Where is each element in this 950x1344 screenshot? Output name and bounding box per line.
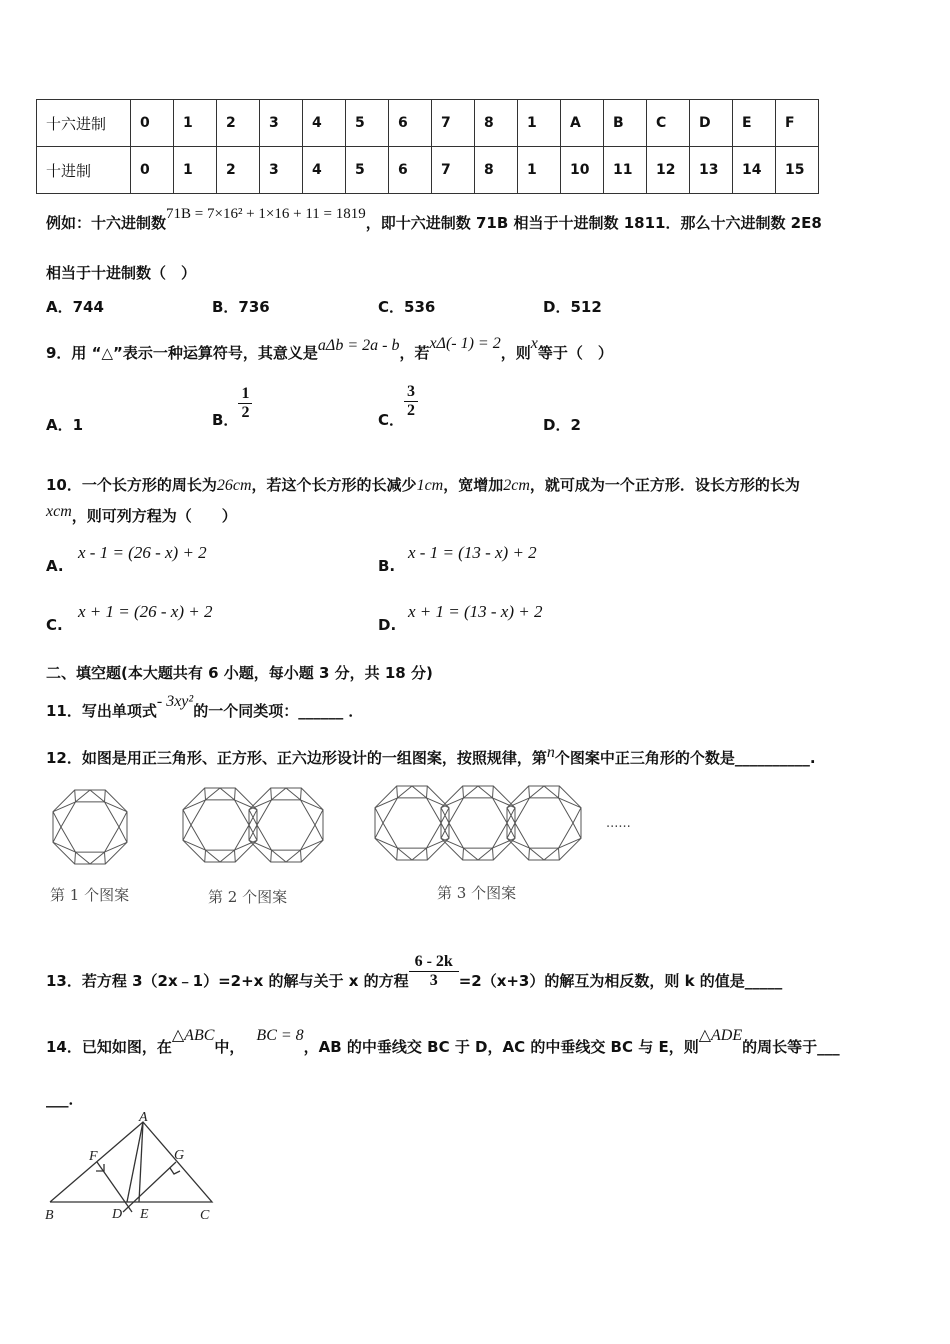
q8-option-a: A．744 [46, 298, 104, 316]
hex-decimal-table [36, 99, 819, 194]
q12-figure3-label: 第 3 个图案 [437, 884, 517, 902]
q14-tail: 的周长等于___ [742, 1038, 840, 1056]
table-cell: 10 [561, 147, 604, 194]
q11-prefix: 11．写出单项式 [46, 702, 157, 720]
q10-increase: 2cm [503, 477, 530, 494]
fraction-numerator: 1 [238, 385, 252, 404]
q10-option-d: x + 1 = (13 - x) + 2 [408, 602, 543, 621]
table-cell: 2 [217, 100, 260, 147]
q9-mid: ，若 [399, 344, 430, 362]
q8-formula: 71B = 7×16² + 1×16 + 11 = 1819 [166, 206, 366, 222]
table-cell: 12 [647, 147, 690, 194]
q10-part2: ，若这个长方形的长减少 [251, 476, 417, 494]
q9-option-c [378, 383, 418, 429]
q9-option-c-fraction [404, 383, 418, 420]
q14-triangle-abc: △ABC [171, 1027, 215, 1044]
decimal-row [37, 147, 819, 194]
q10-perimeter: 26cm [216, 477, 252, 494]
q8-line2: 相当于十进制数（ ） [46, 264, 197, 282]
q14-stem-line2: ___． [46, 1090, 84, 1108]
q10-option-a-label: A. [46, 557, 64, 575]
q9-option-c-label: C． [378, 411, 405, 429]
table-cell: A [561, 100, 604, 147]
label-c: C [200, 1208, 210, 1223]
q12-variable: n [546, 744, 555, 761]
table-cell: 8 [475, 100, 518, 147]
q14-stem-line1 [46, 1027, 840, 1057]
table-cell: 13 [690, 147, 733, 194]
q11-tail: 的一个同类项：______ ． [193, 702, 364, 720]
q10-part3: ，宽增加 [443, 476, 504, 494]
table-cell: 3 [260, 100, 303, 147]
table-cell: 14 [733, 147, 776, 194]
q13-stem [46, 953, 783, 1000]
q10-part5: ，则可列方程为（ ） [71, 507, 237, 525]
table-cell: E [733, 100, 776, 147]
table-cell: 5 [346, 100, 389, 147]
hex-row [37, 100, 819, 147]
q12-patterns-figure [40, 775, 640, 875]
label-a: A [139, 1112, 148, 1125]
fraction-denominator: 2 [241, 404, 250, 421]
q9-tail: 等于（ ） [537, 344, 613, 362]
q14-prefix: 14．已知如图，在 [46, 1038, 172, 1056]
q12-prefix: 12．如图是用正三角形、正方形、正六边形设计的一组图案，按照规律，第 [46, 749, 547, 767]
table-cell: 7 [432, 147, 475, 194]
q9-option-a: A．1 [46, 416, 84, 434]
q10-option-d-label: D. [378, 616, 397, 634]
table-cell: 11 [604, 147, 647, 194]
row-header-hex: 十六进制 [37, 100, 131, 147]
q11-stem [46, 693, 364, 721]
q12-tail: 个图案中正三角形的个数是__________. [554, 749, 816, 767]
q8-option-b: B．736 [212, 298, 270, 316]
q10-option-a: x - 1 = (26 - x) + 2 [78, 543, 207, 562]
fraction-denominator: 3 [429, 972, 438, 989]
q10-stem-line1 [46, 474, 800, 495]
table-cell: 1 [174, 100, 217, 147]
q12-ellipsis: ...... [606, 816, 631, 831]
table-cell: 2 [217, 147, 260, 194]
q9-option-b [212, 385, 252, 429]
q14-mid1: 中， [214, 1038, 245, 1056]
q8-line1 [46, 206, 822, 233]
q10-option-b: x - 1 = (13 - x) + 2 [408, 543, 537, 562]
table-cell: 8 [475, 147, 518, 194]
q8-option-c: C．536 [378, 298, 436, 316]
section-heading: 二、填空题(本大题共有 6 小题，每小题 3 分，共 18 分) [46, 664, 433, 682]
table-cell: 4 [303, 147, 346, 194]
table-cell: F [776, 100, 819, 147]
label-f: F [89, 1149, 98, 1164]
q12-figure1-label: 第 1 个图案 [50, 886, 130, 904]
q9-option-b-label: B． [212, 411, 239, 429]
table-cell: 6 [389, 100, 432, 147]
q14-triangle-ade: △ADE [698, 1027, 743, 1044]
q8-tail: ，即十六进制数 71B 相当于十进制数 1811．那么十六进制数 2E8 [365, 214, 822, 232]
q9-option-b-fraction [238, 385, 252, 422]
table-cell: B [604, 100, 647, 147]
fraction-numerator: 6 - 2k [409, 953, 459, 972]
q13-tail: =2（x+3）的解互为相反数，则 k 的值是_____ [458, 972, 783, 990]
label-b: B [45, 1208, 54, 1223]
q9-then: ，则 [500, 344, 531, 362]
table-cell: C [647, 100, 690, 147]
q9-prefix: 9．用 “△”表示一种运算符号，其意义是 [46, 344, 318, 362]
table-cell: 15 [776, 147, 819, 194]
q13-prefix: 13．若方程 3（2x﹣1）=2+x 的解与关于 x 的方程 [46, 972, 409, 990]
q9-condition: xΔ(- 1) = 2 [429, 335, 501, 352]
table-cell: D [690, 100, 733, 147]
table-cell: 6 [389, 147, 432, 194]
table-cell: 1 [518, 147, 561, 194]
q10-option-c-label: C. [46, 616, 63, 634]
row-header-decimal: 十进制 [37, 147, 131, 194]
table-cell: 1 [518, 100, 561, 147]
q14-triangle-figure [40, 1112, 230, 1228]
label-d: D [112, 1207, 123, 1222]
q11-monomial: - 3xy² [156, 693, 194, 710]
q10-part4: ，就可成为一个正方形．设长方形的长为 [529, 476, 800, 494]
q9-option-d: D．2 [543, 416, 581, 434]
table-cell: 7 [432, 100, 475, 147]
q8-option-d: D．512 [543, 298, 602, 316]
q14-bc-length: BC = 8 [256, 1027, 304, 1044]
q9-variable: x [530, 335, 538, 352]
table-cell: 4 [303, 100, 346, 147]
q10-part1: 10．一个长方形的周长为 [46, 476, 217, 494]
label-g: G [174, 1148, 185, 1163]
q12-figure2-label: 第 2 个图案 [208, 888, 288, 906]
q14-mid2: ，AB 的中垂线交 BC 于 D，AC 的中垂线交 BC 与 E，则 [303, 1038, 699, 1056]
q10-length-var: xcm [46, 503, 72, 520]
q10-decrease: 1cm [416, 477, 444, 494]
q10-option-c: x + 1 = (26 - x) + 2 [78, 602, 213, 621]
table-cell: 3 [260, 147, 303, 194]
q8-intro: 例如：十六进制数 [46, 214, 167, 232]
label-e: E [140, 1207, 149, 1222]
fraction-denominator: 2 [407, 402, 416, 419]
table-cell: 0 [131, 147, 174, 194]
q9-definition: aΔb = 2a - b [317, 337, 400, 354]
fraction-numerator: 3 [404, 383, 418, 402]
q13-fraction [409, 953, 459, 990]
table-cell: 0 [131, 100, 174, 147]
q10-stem-line2 [46, 505, 237, 526]
q12-stem [46, 744, 816, 768]
table-cell: 5 [346, 147, 389, 194]
q9-stem [46, 335, 613, 363]
q10-option-b-label: B. [378, 557, 396, 575]
table-cell: 1 [174, 147, 217, 194]
